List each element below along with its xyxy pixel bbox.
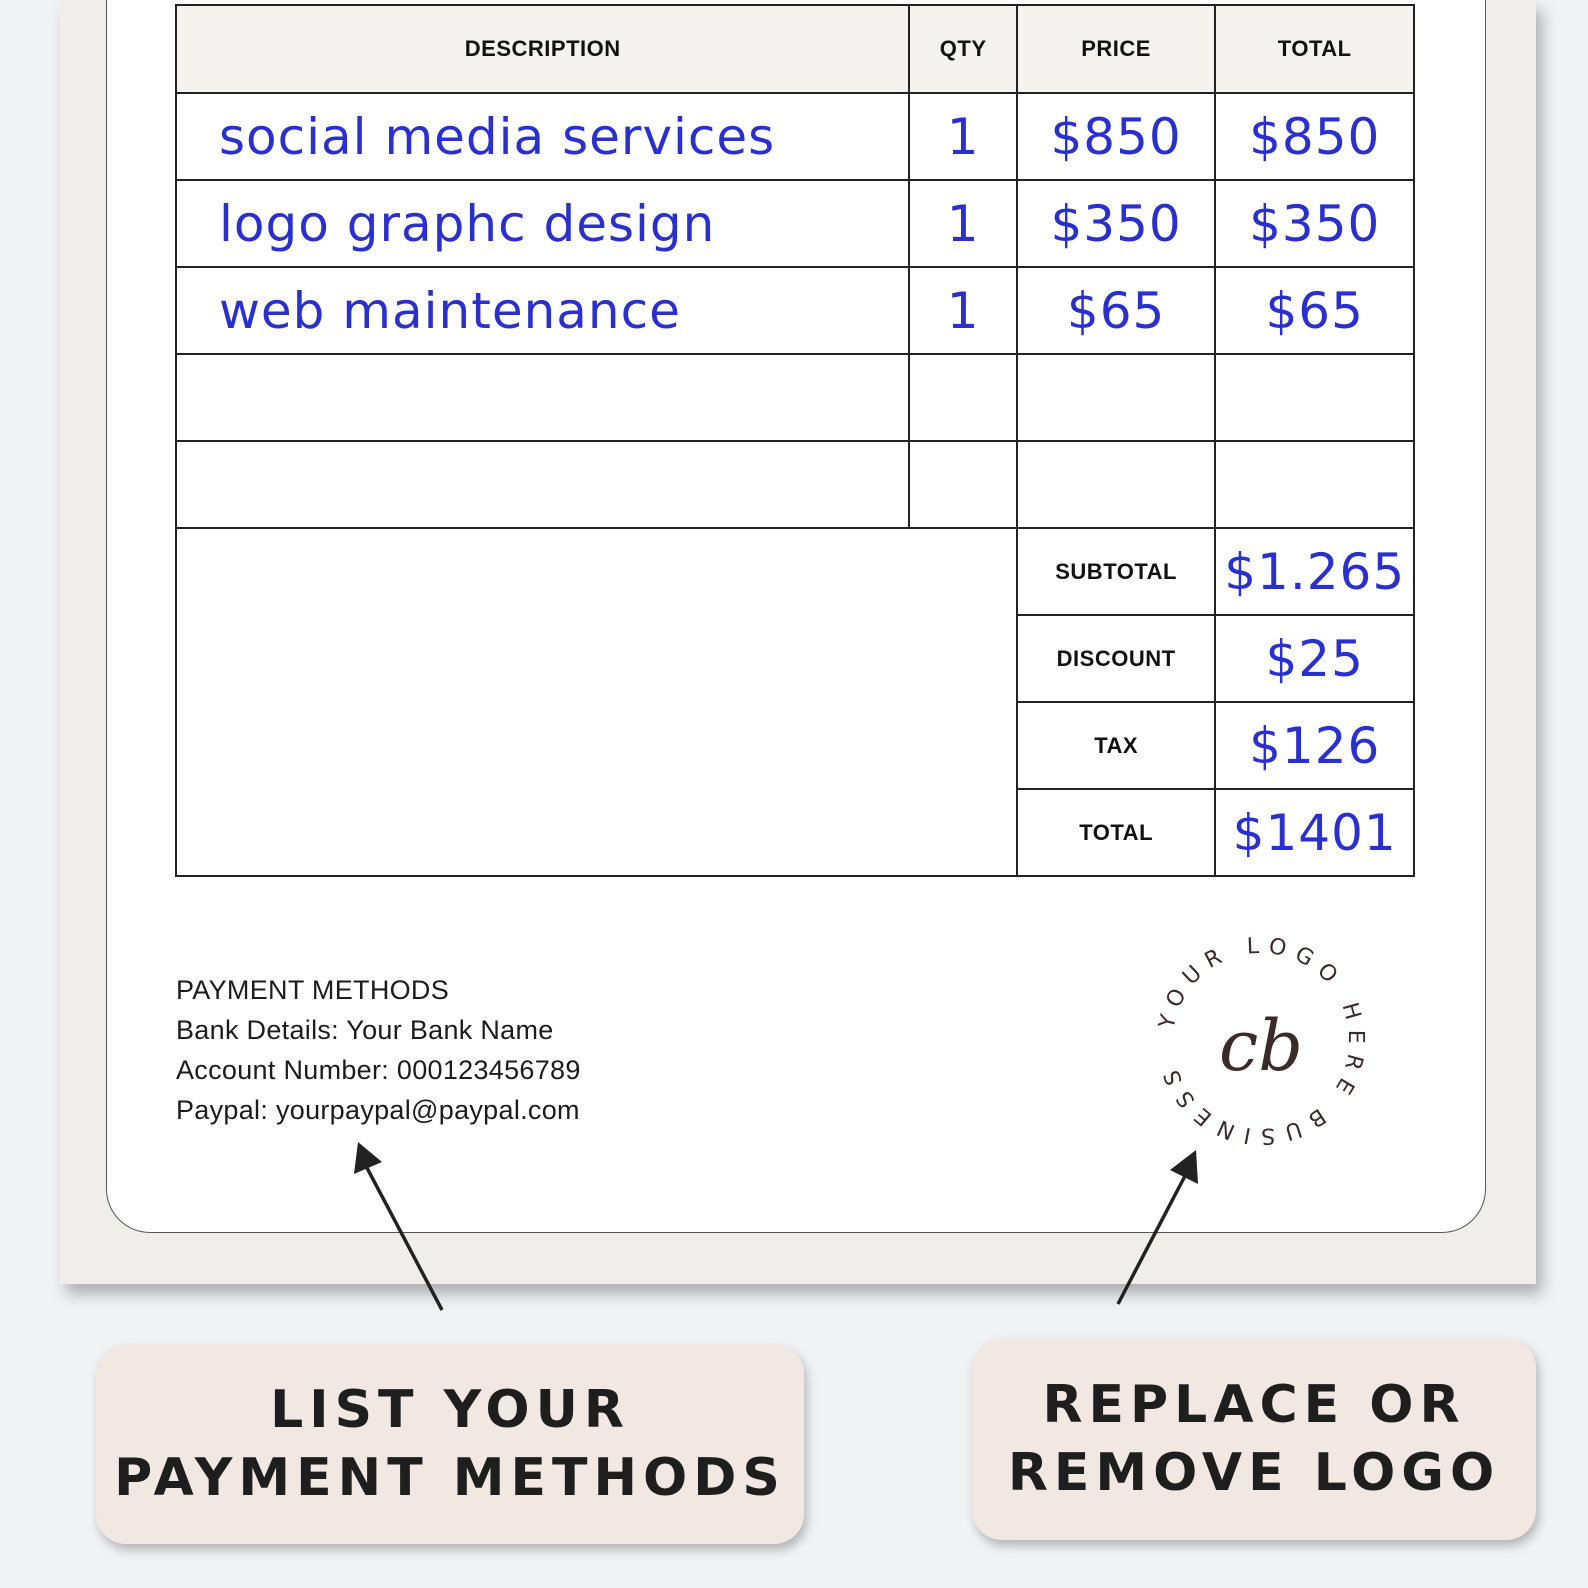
row-price[interactable]: $65 <box>1017 267 1216 354</box>
row-description[interactable]: web maintenance <box>176 267 909 354</box>
header-description: DESCRIPTION <box>176 5 909 93</box>
total-value[interactable]: $1401 <box>1215 789 1414 876</box>
logo-callout <box>972 1338 1536 1540</box>
logo-ring-text: YOUR LOGO HERE BUSINESS <box>1154 933 1369 1149</box>
header-qty: QTY <box>909 5 1016 93</box>
row-price[interactable]: $350 <box>1017 180 1216 267</box>
business-logo[interactable] <box>1150 930 1372 1152</box>
row-qty[interactable] <box>909 354 1016 441</box>
account-number[interactable]: Account Number: 000123456789 <box>176 1055 581 1085</box>
discount-label: DISCOUNT <box>1017 615 1216 702</box>
row-total[interactable]: $350 <box>1215 180 1414 267</box>
tax-value[interactable]: $126 <box>1215 702 1414 789</box>
row-price[interactable]: $850 <box>1017 93 1216 180</box>
payment-heading: PAYMENT METHODS <box>176 975 450 1005</box>
logo-monogram: cb <box>1218 1005 1304 1087</box>
row-total[interactable]: $65 <box>1215 267 1414 354</box>
bank-details[interactable]: Bank Details: Your Bank Name <box>176 1015 554 1045</box>
notes-area <box>176 528 1017 876</box>
row-qty[interactable]: 1 <box>909 93 1016 180</box>
row-qty[interactable] <box>909 441 1016 528</box>
row-price[interactable] <box>1017 441 1216 528</box>
table-row <box>176 354 1414 441</box>
row-qty[interactable]: 1 <box>909 180 1016 267</box>
callout-logo-line2: REMOVE LOGO <box>1007 1443 1501 1503</box>
row-total[interactable] <box>1215 441 1414 528</box>
callout-logo-line1: REPLACE OR <box>1042 1375 1466 1435</box>
row-qty[interactable]: 1 <box>909 267 1016 354</box>
paypal-address[interactable]: Paypal: yourpaypal@paypal.com <box>176 1095 580 1125</box>
row-description[interactable]: social media services <box>176 93 909 180</box>
total-label: TOTAL <box>1017 789 1216 876</box>
row-price[interactable] <box>1017 354 1216 441</box>
row-description[interactable] <box>176 354 909 441</box>
header-total: TOTAL <box>1215 5 1414 93</box>
summary-row-subtotal <box>176 528 1414 615</box>
table-row <box>176 267 1414 354</box>
tax-label: TAX <box>1017 702 1216 789</box>
payment-methods-callout <box>96 1344 804 1544</box>
subtotal-value[interactable]: $1.265 <box>1215 528 1414 615</box>
row-description[interactable]: logo graphc design <box>176 180 909 267</box>
callout-payment-line1: LIST YOUR <box>270 1380 630 1440</box>
invoice-items-table <box>175 4 1415 877</box>
callout-payment-line2: PAYMENT METHODS <box>114 1448 786 1508</box>
table-row <box>176 93 1414 180</box>
header-price: PRICE <box>1017 5 1216 93</box>
subtotal-label: SUBTOTAL <box>1017 528 1216 615</box>
payment-methods <box>176 970 581 1130</box>
row-total[interactable]: $850 <box>1215 93 1414 180</box>
row-total[interactable] <box>1215 354 1414 441</box>
table-header-row <box>176 5 1414 93</box>
table-row <box>176 180 1414 267</box>
row-description[interactable] <box>176 441 909 528</box>
table-row <box>176 441 1414 528</box>
discount-value[interactable]: $25 <box>1215 615 1414 702</box>
